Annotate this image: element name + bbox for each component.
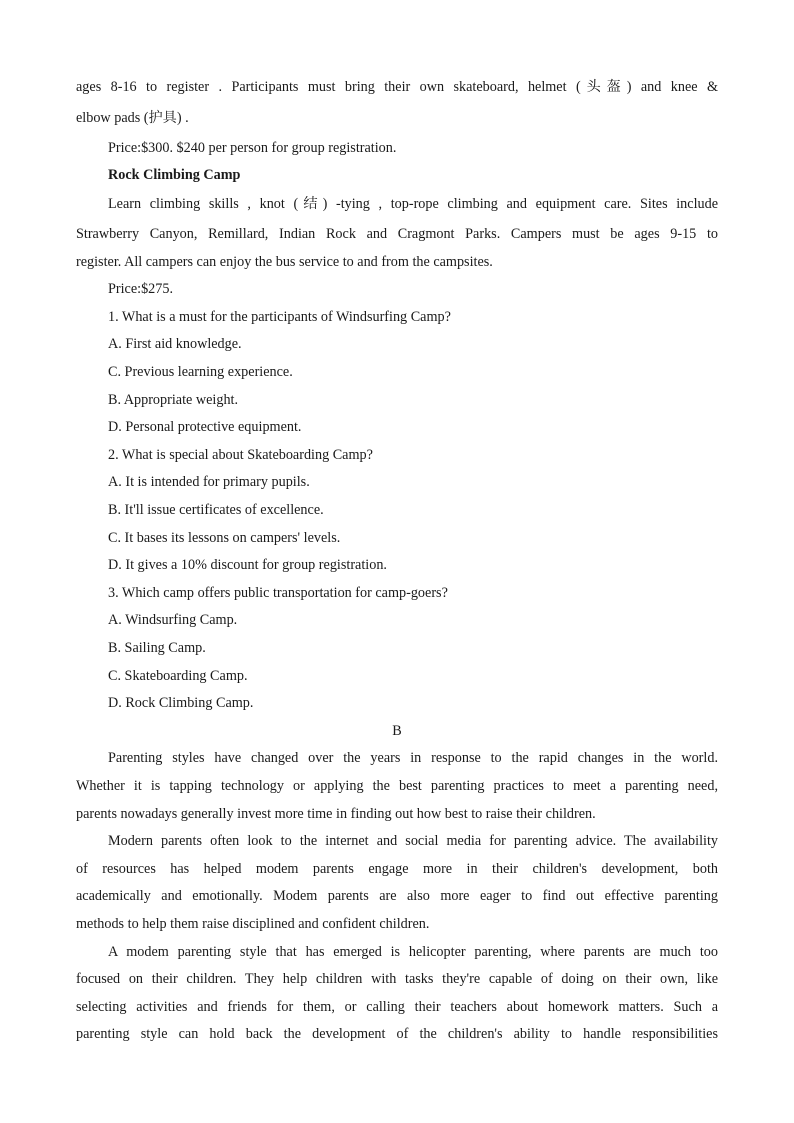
passage-b-paragraph-1-line: Parenting styles have changed over the years in response to the rapid changes in the world. bbox=[108, 750, 718, 766]
skateboarding-requirement-line: ages 8-16 to register . Participants must bring their own skateboard, helmet (头盔) and knee & bbox=[76, 79, 718, 95]
passage-b-paragraph-3-line: A modem parenting style that has emerged is helicopter parenting, where parents are much too bbox=[108, 944, 718, 960]
passage-b-paragraph-2-line: of resources has helped modem parents engage more in their children's development, both bbox=[76, 861, 718, 877]
question-1-option: B. Appropriate weight. bbox=[108, 392, 239, 408]
question-3-option: D. Rock Climbing Camp. bbox=[108, 695, 254, 711]
skateboarding-requirement-line: elbow pads (护具) . bbox=[76, 110, 189, 126]
question-2-option: C. It bases its lessons on campers' levels. bbox=[108, 530, 341, 546]
passage-b-paragraph-2-line: Modern parents often look to the internet and social media for parenting advice. The availability bbox=[108, 833, 718, 849]
question-2-option: D. It gives a 10% discount for group registration. bbox=[108, 557, 387, 573]
question-2-option: B. It'll issue certificates of excellence. bbox=[108, 502, 324, 518]
rock-climbing-description-line: Learn climbing skills , knot (结) -tying , top-rope climbing and equipment care. Sites include bbox=[108, 196, 718, 212]
passage-b-paragraph-1-line: Whether it is tapping technology or applying the best parenting practices to meet a parenting need, bbox=[76, 778, 718, 794]
question-3-option: C. Skateboarding Camp. bbox=[108, 668, 248, 684]
question-1: 1. What is a must for the participants of Windsurfing Camp? bbox=[108, 309, 451, 325]
question-3-option: A. Windsurfing Camp. bbox=[108, 612, 238, 628]
rock-climbing-heading: Rock Climbing Camp bbox=[108, 167, 241, 183]
rock-climbing-price: Price:$275. bbox=[108, 281, 174, 297]
question-1-option: A. First aid knowledge. bbox=[108, 336, 242, 352]
passage-b-paragraph-2-line: academically and emotionally. Modem parents are also more eager to find out effective parenting bbox=[76, 888, 718, 904]
question-2: 2. What is special about Skateboarding Camp? bbox=[108, 447, 373, 463]
passage-b-paragraph-3-line: focused on their children. They help children with tasks they're capable of doing on their own, like bbox=[76, 971, 718, 987]
question-3: 3. Which camp offers public transportation for camp-goers? bbox=[108, 585, 448, 601]
passage-b-paragraph-3-line: parenting style can hold back the development of the children's ability to handle responsibilities bbox=[76, 1026, 718, 1042]
question-3-option: B. Sailing Camp. bbox=[108, 640, 206, 656]
question-1-option: C. Previous learning experience. bbox=[108, 364, 293, 380]
passage-b-paragraph-2-line: methods to help them raise disciplined and confident children. bbox=[76, 916, 430, 932]
section-label-b: B bbox=[392, 723, 402, 739]
passage-b-paragraph-1-line: parents nowadays generally invest more time in finding out how best to raise their children. bbox=[76, 806, 596, 822]
rock-climbing-description-line: Strawberry Canyon, Remillard, Indian Rock and Cragmont Parks. Campers must be ages 9-15 to bbox=[76, 226, 718, 242]
rock-climbing-description-line: register. All campers can enjoy the bus service to and from the campsites. bbox=[76, 254, 493, 270]
question-1-option: D. Personal protective equipment. bbox=[108, 419, 302, 435]
skateboarding-price: Price:$300. $240 per person for group registration. bbox=[108, 140, 397, 156]
question-2-option: A. It is intended for primary pupils. bbox=[108, 474, 310, 490]
passage-b-paragraph-3-line: selecting activities and friends for them, or calling their teachers about homework matters. Such a bbox=[76, 999, 718, 1015]
